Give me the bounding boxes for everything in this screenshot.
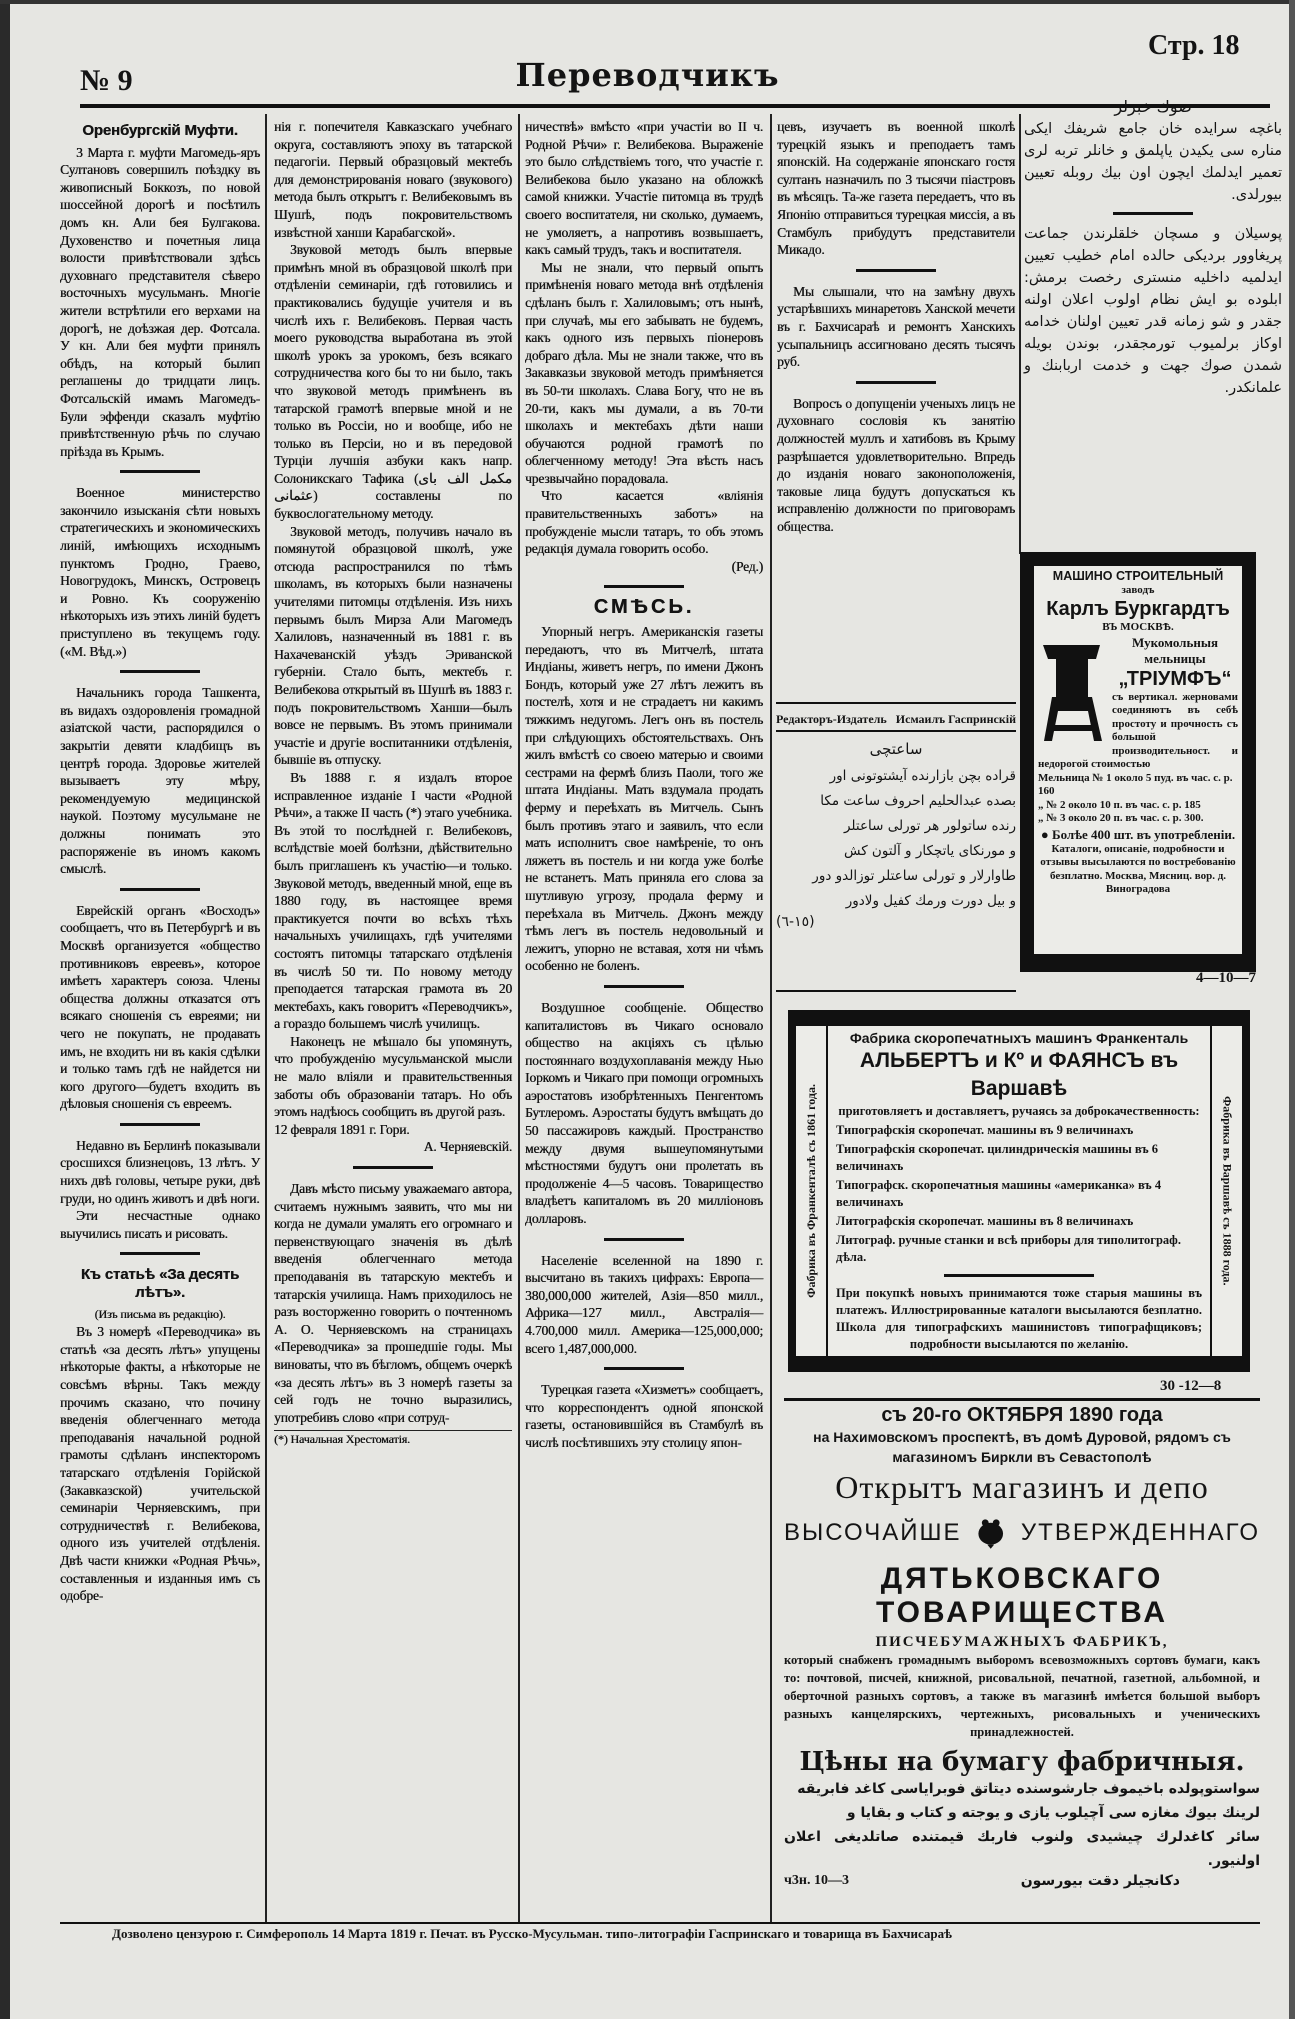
article-paragraph: ничествѣ» вмѣсто «при участіи во II ч. Родной Рѣчи» г. Велибекова. Выраженіе это было слѣдствіемъ того, что участіе г. Велибекова было указано на обложкѣ самой книжки. Участіе питомца въ трудѣ своего воспитателя, ни сколько, думаемъ, не умоляетъ, а напротивъ возвышаетъ, какъ самый трудъ, такъ и воспитателя. xyxy=(525,119,763,258)
ad-line: لرینك بیوك مغازه سی آچیلوب یازی و یوجته و كتاب و بقایا و xyxy=(846,1805,1260,1821)
column-divider xyxy=(518,114,520,1924)
ad-line: و مورنكای یاتچكار و آلتون كش xyxy=(843,843,1016,859)
ad-last-line xyxy=(784,1873,1260,1889)
ad-line: заводъ xyxy=(1121,583,1155,596)
section-heading: СМѢСЬ. xyxy=(593,596,695,619)
ad-line: ВЫСОЧАЙШЕ УТВЕРЖДЕННАГО xyxy=(784,1510,1260,1556)
column-divider xyxy=(265,114,267,1924)
company-name: Карлъ Буркгардтъ xyxy=(1046,598,1230,620)
side-note-right: Фабрика въ Варшавѣ съ 1888 года. xyxy=(1212,1026,1242,1356)
article-paragraph: Въ 3 номерѣ «Переводчика» въ статьѣ «за десять лѣтъ» упущены нѣкоторые факты, а нѣкоторые не совсѣмъ вѣрны. Такъ между прочимъ сказано, что почину введенія облегченнаго метода преподаванія начальной родной грамоты сдѣланъ инспекторомъ татарскаго отдѣленія Горійской (Закавказской) учительской семинаріи Черняевскимъ, при сотрудничествѣ г. Велибекова, одного изъ учителей отдѣленія. Двѣ части книжки «Родная Рѣчь», составленныя и изданныя имъ съ одобре- xyxy=(60,1324,260,1604)
divider xyxy=(784,1398,1260,1401)
article-paragraph: Вопросъ о допущеніи ученыхъ лицъ не духовнаго сословія къ занятію должностей муллъ и хатибовъ въ Крыму разрѣшается удовлетворительно. Впредь до изданія новаго законоположенія, таковые лица будутъ допускаться къ исправленію должности по приговорамъ общества. xyxy=(777,395,1015,534)
column-2 xyxy=(274,118,512,1449)
editor-line xyxy=(776,712,1016,727)
news-paragraph: پوسیلان و مسچان خلقلرندن جماعت پریغاوور بردیكی حالده امام خطیب تعیین ایدلمیه داخلیه منستری رخصت برمش: ابلوده بو ایش نظام اولوب اعلان اولنه جقدر و شو زمانه قدر تعیین اولنان خدامه اوكاز برلمیوب تورمجقدر، بوندن بویله شمدن صوك جهت و خدمت اربابنك و علمانكدر. xyxy=(1024,226,1282,396)
ad-code: 4—10—7 xyxy=(1196,970,1256,986)
article-paragraph: Воздушное сообщеніе. Общество капиталистовъ въ Чикаго основало общество на акціяхъ съ цѣлью постояннаго воздухоплаванія между Нью Іоркомъ и Чикаго при помощи огромныхъ аэростатовъ изобрѣтенныхъ Пенгентомъ Бутлеромъ. Аэростаты будутъ вмѣщать до 50 пассажировъ каждый. Пространство между двумя вышеупомянутыми мѣстностями будутъ они пролетать въ продолженіе 4—5 часовъ. Товарищество владѣетъ капиталомъ въ 20 милліоновъ долларовъ. xyxy=(525,999,763,1227)
editor-name: Исмаилъ Гаспринскій xyxy=(895,712,1016,726)
article-subheading: (Изъ письма въ редакцію). xyxy=(94,1306,226,1321)
signature: (Ред.) xyxy=(731,558,763,574)
editor-rule xyxy=(776,702,1016,704)
scan-edge-left xyxy=(0,0,10,2019)
column-3 xyxy=(525,118,763,1452)
article-paragraph: Давъ мѣсто письму уважаемаго автора, считаемъ нужнымъ заявить, что мы ни когда не думали умалять его огромнаго и первенствующаго значенія въ дѣлѣ введенія облегченнаго метода преподаванія въ татарскую мектебъ и татарскія училища. Намъ приходилось не разъ восторженно говорить о почтенномъ А. О. Черняевскомъ на страницахъ «Переводчика» за прошедшіе годы. Мы виноваты, что въ бѣгломъ, общемъ очеркѣ «за десять лѣтъ» въ 3 номерѣ газеты за сей годъ не точно выразились, употребивъ слово «при сотруд- xyxy=(274,1181,512,1425)
editor-label: Редакторъ-Издатель xyxy=(776,712,887,726)
ad-description: съ вертикал. жерновами соединяютъ въ себѣ простоту и прочность съ большой производительност. и недорогой стоимостью xyxy=(1038,690,1238,770)
ad-date: съ 20-го ОКТЯБРЯ 1890 года xyxy=(881,1404,1163,1426)
ad-line: приготовляетъ и доставляетъ, ручаясь за доброкачественность: xyxy=(838,1104,1200,1118)
brand-name: „ТРІУМФЪ“ xyxy=(1118,667,1232,690)
burkhardt-mill-ad xyxy=(1020,552,1256,972)
section-divider xyxy=(604,985,684,988)
article-paragraph: Начальникъ города Ташкента, въ видахъ оздоровленія громадной азіатской части, распорядился о закрытіи девяти кладбищъ въ центрѣ города. Здоровье жителей вызываетъ эту мѣру, рекомендуемую медицинской наукой. Поэтому мусульмане не должны понимать это распоряженіе въ иномъ какомъ смыслѣ. xyxy=(60,685,260,877)
section-divider xyxy=(604,1238,684,1241)
article-paragraph: Что касается «вліянія правительственныхъ заботъ» на пробужденіе мысли татаръ, то объ этомъ редакція думала говорить особо. xyxy=(525,488,763,557)
article-paragraph: Упорный негръ. Американскія газеты передаютъ, что въ Митчелѣ, штата Индіаны, живетъ негръ, по имени Джонъ Бондъ, который уже 27 лѣтъ лежитъ въ постелѣ, хотя и не страдаетъ ни какимъ тяжкимъ недугомъ. Легъ онъ въ постель при слѣдующихъ обстоятельствахъ. Онъ жилъ вмѣстѣ со своею матерью и своими сестрами на фермѣ близъ Паоли, того же штата Индіаны. Мать вздумала продать ферму и переѣхать въ Митчель. Сынъ былъ противъ этаго и заявилъ, что если мать исполнитъ свое намѣреніе, то онъ ляжетъ въ постель и ни когда уже болѣе не встанетъ. Мать приняла его слова за шутливую угрозу, продала ферму и переѣхала въ Митчель. Джонъ между тѣмъ легъ въ постель недовольный и лежитъ, упорно не вставая, хотя ни чѣмъ особенно не боленъ. xyxy=(525,624,763,974)
footnote: (*) Начальная Хрестоматія. xyxy=(274,1430,512,1449)
section-divider xyxy=(353,1166,433,1169)
ad-line: سواستوپولده باخیموف جارشوسنده دیتاتق فوبرایاسی كاغد فابریقه xyxy=(797,1781,1260,1797)
section-divider xyxy=(604,1367,684,1370)
double-eagle-emblem-icon xyxy=(975,1510,1006,1556)
issue-number: № 9 xyxy=(80,64,133,97)
section-divider xyxy=(856,381,936,384)
divider xyxy=(1113,212,1193,215)
ad-footer: При покупкѣ новыхъ принимаются тоже старыя машины въ платежъ. Иллюстрированные каталоги высылаются безплатно. Школа для типографскихъ машинистовъ типографщиковъ; подробности высылаются по желанію. xyxy=(836,1286,1202,1351)
column-4 xyxy=(777,118,1015,535)
signature: А. Черняевскій. xyxy=(423,1139,512,1155)
article-heading: Къ статьѣ «За десять лѣтъ». xyxy=(80,1266,240,1302)
section-divider xyxy=(120,1252,200,1255)
article-paragraph: Военное министерство закончило изысканія сѣти новыхъ стратегическихъ и экономическихъ линій, имѣющихъ исходнымъ пунктомъ Гродно, Граево, Новогрудокъ, Минскъ, Островецъ и Ровно. Къ сооруженію нѣкоторыхъ изъ этихъ линій будетъ приступлено въ текущемъ году. («М. Вѣд.») xyxy=(60,485,260,659)
ad-line: МАШИНО СТРОИТЕЛЬНЫЙ xyxy=(1052,569,1224,583)
product-item: Типографск. скоропечатныя машины «американка» въ 4 величинахъ xyxy=(836,1178,1162,1209)
article-paragraph: Турецкая газета «Хизметъ» сообщаетъ, что корреспондентъ одной японской газеты, остановившійся въ Стамбулѣ въ числѣ посѣтившихъ эту столицу япон- xyxy=(525,1382,763,1450)
section-divider xyxy=(120,470,200,473)
ad-line: ПИСЧЕБУМАЖНЫХЪ ФАБРИКЪ, xyxy=(875,1634,1169,1650)
ad-code: ч3н. 10—3 xyxy=(784,1873,849,1888)
scan-edge-right xyxy=(1289,0,1295,2019)
section-divider xyxy=(856,269,936,272)
watchmaker-ad xyxy=(776,740,1016,930)
article-paragraph: Въ 1888 г. я издалъ второе исправленное изданіе I части «Родной Рѣчи», а также II часть (*) этаго учебника. Въ этой то послѣдней г. Велибековъ, вслѣдствіе моей болѣзни, дѣйствительно былъ приглашенъ къ участію—и только. Звуковой методъ, введенный мной, еще въ 1880 году, въ настоящее время практикуется почти во всѣхъ тѣхъ начальныхъ училищахъ, гдѣ учителями состоятъ питомцы татарскаго отдѣленія въ числѣ 50 ти. По новому методу преподается татарская грамота въ 20 мектебахъ, какъ говоритъ «Переводчикъ», а гораздо большемъ числѣ училищъ. xyxy=(274,769,512,1032)
ad-line: رنده ساتولور هر تورلی ساعتلر xyxy=(843,818,1016,834)
article-paragraph: цевъ, изучаетъ въ военной школѣ турецкій языкъ и преподаетъ тамъ японскій. На содержаніе японскаго гостя султанъ назначилъ по 3 тысячи піастровъ въ мѣсяцъ. Та-же газета передаетъ, что въ Японію отправиться турецкая миссія, а въ Стамбулъ прибудутъ представители Микадо. xyxy=(777,119,1015,258)
company-name: ДЯТЬКОВСКАГО ТОВАРИЩЕСТВА xyxy=(876,1562,1168,1629)
article-paragraph: Населеніе вселенной на 1890 г. высчитано въ такихъ цифрахъ: Европа—380,000,000 жителей, Азія—850 милл., Африка—127 милл., Австралія—4.700,000 милл. Америка—125,000,000; всего 1,487,000,000. xyxy=(525,1252,763,1356)
scan-edge-top xyxy=(0,0,1295,4)
section-divider xyxy=(120,888,200,891)
ad-line: Мукомольныя мельницы xyxy=(1131,634,1219,666)
mill-illustration xyxy=(1038,637,1108,747)
ad-line: دكانجیلر دقت بیورسون xyxy=(1020,1873,1180,1889)
price-line: „ № 3 около 20 п. въ час. с. р. 300. xyxy=(1038,812,1204,824)
ad-code: 30 -12—8 xyxy=(1160,1378,1222,1394)
ad-line: قراده بچن بازارنده آیشتوتونی اور xyxy=(829,768,1016,784)
article-paragraph: нія г. попечителя Кавказскаго учебнаго округа, составляютъ эпоху въ татарской педагогіи. Первый образцовый мектебъ для демонстрированія новаго (звукового) метода былъ открытъ г. Велибековымъ въ Шушѣ, подъ покровительствомъ извѣстной ханши Карабагской». xyxy=(274,119,512,240)
article-paragraph: Еврейскій органъ «Восходъ» сообщаетъ, что въ Петербургѣ и въ Москвѣ организуется «общество противниковъ евреевъ», которое имѣетъ характеръ союза. Члены общества должны отказатся отъ всякаго сношенія съ евреями; ни чего не покупать, не продавать имъ, не входить ни въ какія сдѣлки и только тамъ гдѣ не найдется ни кого другого—будетъ входить въ дѣловыя сношенія съ евреемъ. xyxy=(60,902,260,1112)
ad-line: بصده عبدالحلیم احروف ساعت مكا xyxy=(820,793,1016,809)
latest-news-heading: صوك خبرلر xyxy=(1114,97,1192,116)
divider xyxy=(776,990,1016,992)
ad-code: (١٥-٦) xyxy=(776,914,815,930)
watchmaker-heading: ساعتچی xyxy=(869,740,923,758)
newspaper-title: Переводчикъ xyxy=(515,56,780,94)
ad-footer: Каталоги, описаніе, подробности и отзывы высылаются по востребованію безплатно. Москва, Мясниц. вор. д. Виноградова xyxy=(1040,842,1236,895)
side-note-left: Фабрика въ Франкенталѣ съ 1861 года. xyxy=(796,1026,826,1356)
ad-subheadline: Цѣны на бумагу фабричныя. xyxy=(799,1747,1245,1777)
article-paragraph: Мы не знали, что первый опытъ примѣненія новаго метода внѣ отдѣленія сдѣланъ былъ г. Халиловымъ; отъ нынѣ, при случаѣ, мы его забывать не будемъ, какъ одного изъ первыхъ піонеровъ добраго дѣла. Мы не знали также, что въ Закавказьи звуковой методъ примѣняется въ 50-ти школахъ. Слава Богу, что не въ 20-ти, какъ мы думали, а въ 70-ти школахъ и мектебахъ дѣти наши обучаются родной грамотѣ по облегченному методу! Эта вѣсть насъ чрезвычайно порадовала. xyxy=(525,259,763,486)
article-paragraph: Мы слышали, что на замѣну двухъ устарѣвшихъ минаретовъ Ханской мечети въ г. Бахчисараѣ и ремонтъ Ханскихъ усыпальницъ ассигновано десять тысячъ руб. xyxy=(777,283,1015,370)
latest-news-ottoman xyxy=(1024,96,1282,405)
page-number: Стр. 18 xyxy=(1148,30,1240,61)
company-name: АЛЬБЕРТЪ и Кº и ФАЯНСЪ въ Варшавѣ xyxy=(859,1049,1179,1100)
ad-headline: Открытъ магазинъ и депо xyxy=(835,1469,1209,1505)
ad-description: который снабженъ громаднымъ выборомъ всевозможныхъ сортовъ бумаги, какъ то: почтовой, писчей, книжной, рисовальной, печатной, газетной, альбомной, и оберточной разныхъ сортовъ, а также въ магазинѣ имѣется большой выборъ разныхъ канцелярскихъ, чертежныхъ, рисовальныхъ и ученическихъ принадлежностей. xyxy=(784,1653,1260,1739)
column-1 xyxy=(60,118,260,1605)
ad-line: و بیل دورت ورمك كفیل ولادور xyxy=(845,893,1016,909)
ad-line: سائر كاغدلرك چیشیدی ولنوب فاربك قیمتنده صاتلدیغی اعلان اولنیور. xyxy=(784,1829,1260,1869)
price-line: Мельница № 1 около 5 пуд. въ час. с. р. 160 xyxy=(1038,771,1233,797)
article-paragraph: Звуковой методъ былъ впервые примѣнъ мной въ образцовой школѣ при отдѣленіи семинаріи, гдѣ готовились и практиковались будущіе учителя и въ числѣ ихъ г. Велибековъ. Первая часть моего руководства выработана въ этой школѣ урокъ за урокомъ, безъ всякаго сотрудничества кого бы то ни было, такъ что звуковой методъ примѣненъ въ татарской грамотѣ впервые мной и не только въ Россіи, но и вообще, ибо не только въ Персіи, но и въ передовой Турціи лучшія азбуки какъ напр. Солоникскаго Тафика (مكمل الف باى عثمانى) составлены по буквослогательному методу. xyxy=(274,242,512,522)
censorship-imprint: Дозволено цензурою г. Симферополь 14 Марта 1819 г. Печат. въ Русско-Мусульман. типо-литографіи Гаспринскаго и товарища въ Бахчисараѣ xyxy=(112,1926,952,1941)
column-divider xyxy=(770,114,772,1924)
news-paragraph: باغچه سرایده خان جامع شریفك ایكی مناره سی یكیدن یاپلمق و خانلر تربه لری تعمیر ایدلمك ایچون اون بیك روبله تعیین بیورلدی. xyxy=(1024,121,1282,203)
ad-line: طاوارلار و تورلی ساعتلر توزالدو دور xyxy=(812,868,1016,884)
albert-fayans-ad xyxy=(788,1010,1250,1372)
divider xyxy=(944,1274,1094,1277)
price-line: „ № 2 около 10 п. въ час. с. р. 185 xyxy=(1038,798,1201,811)
section-divider xyxy=(120,1123,200,1126)
article-paragraph: 12 февраля 1891 г. Гори. xyxy=(274,1121,410,1137)
usage-line: ● Болѣе 400 шт. въ употребленіи. xyxy=(1040,826,1236,842)
article-paragraph: Звуковой методъ, получивъ начало въ помянутой образцовой школѣ, уже отсюда распространился по тѣмъ школамъ, въ которыхъ были назначены учителями питомцы отдѣленія. Изъ нихъ первымъ былъ Мирза Али Магомедъ Халиловъ, назначенный въ 1881 г. въ Нахачеванскій уѣздъ Эриванской губерніи. Стало быть, мектебъ г. Велибекова открытый въ Шушѣ въ 1883 г. подъ покровительствомъ Ханши—былъ вовсе не первымъ. Въ этомъ принимали участіе и другіе воспитанники отдѣленія, бывшіе въ отпуску. xyxy=(274,523,512,768)
product-item: Литографскія скоропечат. машины въ 8 величинахъ xyxy=(836,1214,1134,1228)
product-item: Типографскія скоропечат. цилиндрическія машины въ 6 величинахъ xyxy=(836,1142,1159,1173)
article-paragraph: Недавно въ Берлинѣ показывали сросшихся близнецовъ, 13 лѣтъ. У нихъ двѣ головы, четыре руки, двѣ груди, но одинъ животъ и двѣ ноги. xyxy=(60,1137,260,1206)
ad-line: Фабрика скоропечатныхъ машинъ Франкенталь xyxy=(849,1030,1189,1046)
article-paragraph: Эти несчастные однако выучились писать и рисовать. xyxy=(60,1208,260,1241)
column-divider xyxy=(1019,114,1021,554)
section-divider xyxy=(604,585,684,588)
editor-rule xyxy=(776,730,1016,732)
article-heading: Оренбургскій Муфти. xyxy=(82,122,238,139)
article-paragraph: Наконецъ не мѣшало бы упомянуть, что пробужденію мусульманской мысли не мало вліяли и правительственныя заботы объ образованіи татаръ. Но объ этомъ надѣюсь сообщить въ другой разъ. xyxy=(274,1033,512,1120)
section-divider xyxy=(120,670,200,673)
ad-address: на Нахимовскомъ проспектѣ, въ домѣ Дуровой, рядомъ съ магазиномъ Биркли въ Севастополѣ xyxy=(813,1429,1231,1465)
article-paragraph: 3 Марта г. муфти Магомедь-яръ Султановъ совершилъ поѣздку въ живописный Боккозъ, по новой шоссейной дорогѣ и посѣтилъ домъ кн. Али бея Булгакова. Духовенство и почетныя лица волости привѣтствовали здѣсь духовнаго представителя сѣверо восточныхъ мусульманъ. Многіе жители встрѣтили его верхами на дорогѣ, не доѣзжая дер. Фотсала. У кн. Али бея муфти принялъ обѣдъ, на который былип реглашены до тридцати лицъ. Фотсальскій имамъ Магомедъ-Були эффенди сказалъ муфтію привѣтственную рѣчь по случаю прiѣзда въ Крымъ. xyxy=(60,144,260,459)
product-item: Литограф. ручные станки и всѣ приборы для типолитограф. дѣла. xyxy=(836,1233,1181,1264)
product-item: Типографскія скоропечат. машины въ 9 величинахъ xyxy=(836,1123,1134,1137)
ad-city: ВЪ МОСКВѢ. xyxy=(1102,621,1174,633)
footer-rule xyxy=(60,1922,1260,1924)
dyatkovo-paper-ad xyxy=(784,1404,1260,1889)
